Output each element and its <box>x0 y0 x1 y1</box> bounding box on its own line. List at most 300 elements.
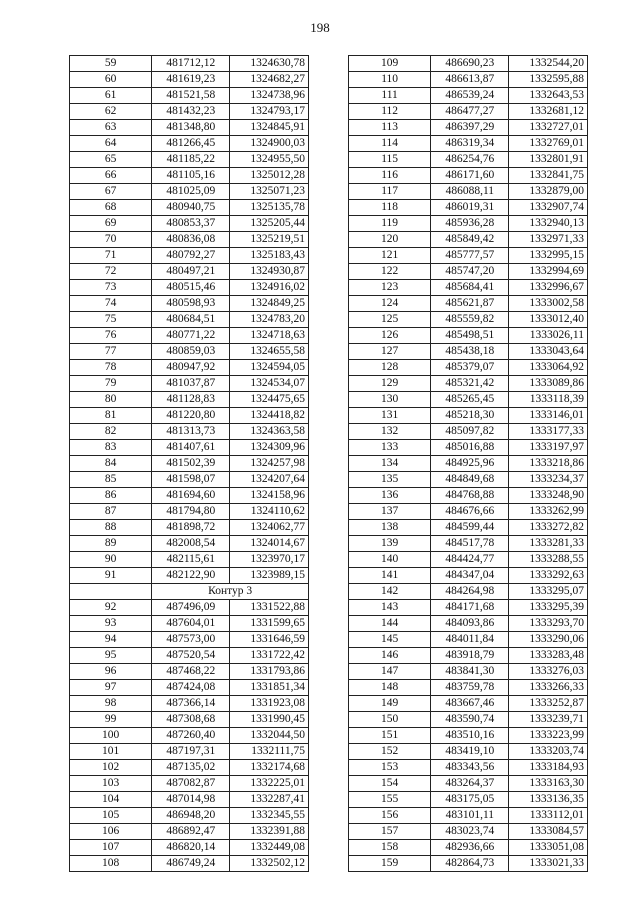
y-coordinate-cell: 1333234,37 <box>509 472 588 488</box>
table-row <box>70 472 309 488</box>
table-row <box>349 184 588 200</box>
table-row <box>349 552 588 568</box>
x-coordinate-cell: 480598,93 <box>152 296 230 312</box>
x-coordinate-cell: 486477,27 <box>431 104 509 120</box>
x-coordinate-cell: 487366,14 <box>152 696 230 712</box>
point-number-cell: 82 <box>70 424 152 440</box>
point-number-cell: 119 <box>349 216 431 232</box>
y-coordinate-cell: 1333177,33 <box>509 424 588 440</box>
point-number-cell: 111 <box>349 88 431 104</box>
table-row <box>349 536 588 552</box>
x-coordinate-cell: 486171,60 <box>431 168 509 184</box>
table-row <box>70 456 309 472</box>
table-row <box>70 104 309 120</box>
y-coordinate-cell: 1333203,74 <box>509 744 588 760</box>
point-number-cell: 73 <box>70 280 152 296</box>
table-row <box>349 376 588 392</box>
y-coordinate-cell: 1333262,99 <box>509 504 588 520</box>
table-row <box>70 792 309 808</box>
y-coordinate-cell: 1333118,39 <box>509 392 588 408</box>
y-coordinate-cell: 1332449,08 <box>230 840 309 856</box>
y-coordinate-cell: 1331722,42 <box>230 648 309 664</box>
y-coordinate-cell: 1332643,53 <box>509 88 588 104</box>
table-row <box>349 808 588 824</box>
table-row <box>349 440 588 456</box>
point-number-cell: 94 <box>70 632 152 648</box>
table-row <box>70 808 309 824</box>
point-number-cell: 153 <box>349 760 431 776</box>
y-coordinate-cell: 1332940,13 <box>509 216 588 232</box>
x-coordinate-cell: 484676,66 <box>431 504 509 520</box>
y-coordinate-cell: 1324475,65 <box>230 392 309 408</box>
y-coordinate-cell: 1332879,00 <box>509 184 588 200</box>
table-row <box>349 216 588 232</box>
table-row <box>349 632 588 648</box>
point-number-cell: 88 <box>70 520 152 536</box>
table-row <box>70 360 309 376</box>
y-coordinate-cell: 1333197,97 <box>509 440 588 456</box>
x-coordinate-cell: 485097,82 <box>431 424 509 440</box>
point-number-cell: 139 <box>349 536 431 552</box>
x-coordinate-cell: 487496,09 <box>152 600 230 616</box>
y-coordinate-cell: 1333293,70 <box>509 616 588 632</box>
y-coordinate-cell: 1333163,30 <box>509 776 588 792</box>
point-number-cell: 113 <box>349 120 431 136</box>
point-number-cell: 134 <box>349 456 431 472</box>
x-coordinate-cell: 480771,22 <box>152 328 230 344</box>
point-number-cell: 146 <box>349 648 431 664</box>
table-row <box>70 616 309 632</box>
x-coordinate-cell: 487260,40 <box>152 728 230 744</box>
y-coordinate-cell: 1333248,90 <box>509 488 588 504</box>
point-number-cell: 65 <box>70 152 152 168</box>
point-number-cell: 69 <box>70 216 152 232</box>
y-coordinate-cell: 1333084,57 <box>509 824 588 840</box>
x-coordinate-cell: 487424,08 <box>152 680 230 696</box>
x-coordinate-cell: 481502,39 <box>152 456 230 472</box>
table-row <box>70 776 309 792</box>
table-row <box>349 152 588 168</box>
point-number-cell: 118 <box>349 200 431 216</box>
table-row <box>349 664 588 680</box>
y-coordinate-cell: 1333288,55 <box>509 552 588 568</box>
point-number-cell: 137 <box>349 504 431 520</box>
x-coordinate-cell: 487573,00 <box>152 632 230 648</box>
point-number-cell: 107 <box>70 840 152 856</box>
point-number-cell: 124 <box>349 296 431 312</box>
table-row <box>70 648 309 664</box>
right-table-rows <box>349 56 588 872</box>
point-number-cell: 159 <box>349 856 431 872</box>
table-row <box>70 152 309 168</box>
table-row <box>70 600 309 616</box>
table-row <box>70 136 309 152</box>
table-row <box>70 664 309 680</box>
x-coordinate-cell: 481794,80 <box>152 504 230 520</box>
y-coordinate-cell: 1332994,69 <box>509 264 588 280</box>
y-coordinate-cell: 1333272,82 <box>509 520 588 536</box>
y-coordinate-cell: 1324845,91 <box>230 120 309 136</box>
x-coordinate-cell: 483101,11 <box>431 808 509 824</box>
point-number-cell: 90 <box>70 552 152 568</box>
page-number: 198 <box>310 20 330 35</box>
x-coordinate-cell: 487082,87 <box>152 776 230 792</box>
point-number-cell: 151 <box>349 728 431 744</box>
table-row <box>349 840 588 856</box>
table-row <box>70 728 309 744</box>
y-coordinate-cell: 1324655,58 <box>230 344 309 360</box>
y-coordinate-cell: 1333021,33 <box>509 856 588 872</box>
point-number-cell: 108 <box>70 856 152 872</box>
point-number-cell: 71 <box>70 248 152 264</box>
y-coordinate-cell: 1324363,58 <box>230 424 309 440</box>
y-coordinate-cell: 1332174,68 <box>230 760 309 776</box>
table-row <box>349 72 588 88</box>
point-number-cell: 147 <box>349 664 431 680</box>
x-coordinate-cell: 485936,28 <box>431 216 509 232</box>
table-row <box>70 424 309 440</box>
table-row <box>349 264 588 280</box>
x-coordinate-cell: 481025,09 <box>152 184 230 200</box>
point-number-cell: 60 <box>70 72 152 88</box>
y-coordinate-cell: 1333290,06 <box>509 632 588 648</box>
point-number-cell: 132 <box>349 424 431 440</box>
y-coordinate-cell: 1333295,07 <box>509 584 588 600</box>
x-coordinate-cell: 483419,10 <box>431 744 509 760</box>
table-row <box>349 456 588 472</box>
x-coordinate-cell: 487468,22 <box>152 664 230 680</box>
point-number-cell: 114 <box>349 136 431 152</box>
x-coordinate-cell: 486019,31 <box>431 200 509 216</box>
table-row <box>349 568 588 584</box>
y-coordinate-cell: 1324738,96 <box>230 88 309 104</box>
point-number-cell: 75 <box>70 312 152 328</box>
y-coordinate-cell: 1333218,86 <box>509 456 588 472</box>
point-number-cell: 87 <box>70 504 152 520</box>
point-number-cell: 98 <box>70 696 152 712</box>
x-coordinate-cell: 481598,07 <box>152 472 230 488</box>
section-empty-cell <box>70 584 152 600</box>
y-coordinate-cell: 1324158,96 <box>230 488 309 504</box>
point-number-cell: 103 <box>70 776 152 792</box>
table-row <box>349 504 588 520</box>
x-coordinate-cell: 485321,42 <box>431 376 509 392</box>
x-coordinate-cell: 486820,14 <box>152 840 230 856</box>
y-coordinate-cell: 1332996,67 <box>509 280 588 296</box>
y-coordinate-cell: 1332769,01 <box>509 136 588 152</box>
table-row <box>70 824 309 840</box>
y-coordinate-cell: 1324110,62 <box>230 504 309 520</box>
table-row <box>349 56 588 72</box>
y-coordinate-cell: 1331990,45 <box>230 712 309 728</box>
y-coordinate-cell: 1333292,63 <box>509 568 588 584</box>
x-coordinate-cell: 484925,96 <box>431 456 509 472</box>
y-coordinate-cell: 1324257,98 <box>230 456 309 472</box>
x-coordinate-cell: 481185,22 <box>152 152 230 168</box>
y-coordinate-cell: 1332801,91 <box>509 152 588 168</box>
y-coordinate-cell: 1333223,99 <box>509 728 588 744</box>
y-coordinate-cell: 1332727,01 <box>509 120 588 136</box>
table-row <box>349 168 588 184</box>
y-coordinate-cell: 1324930,87 <box>230 264 309 280</box>
x-coordinate-cell: 484849,68 <box>431 472 509 488</box>
point-number-cell: 140 <box>349 552 431 568</box>
table-row <box>70 88 309 104</box>
point-number-cell: 59 <box>70 56 152 72</box>
table-row <box>70 408 309 424</box>
y-coordinate-cell: 1324916,02 <box>230 280 309 296</box>
y-coordinate-cell: 1333276,03 <box>509 664 588 680</box>
point-number-cell: 102 <box>70 760 152 776</box>
point-number-cell: 80 <box>70 392 152 408</box>
point-number-cell: 79 <box>70 376 152 392</box>
point-number-cell: 150 <box>349 712 431 728</box>
y-coordinate-cell: 1333281,33 <box>509 536 588 552</box>
table-row <box>349 280 588 296</box>
y-coordinate-cell: 1333112,01 <box>509 808 588 824</box>
table-row <box>70 344 309 360</box>
point-number-cell: 109 <box>349 56 431 72</box>
table-row <box>349 312 588 328</box>
table-row <box>70 328 309 344</box>
x-coordinate-cell: 480853,37 <box>152 216 230 232</box>
point-number-cell: 105 <box>70 808 152 824</box>
point-number-cell: 95 <box>70 648 152 664</box>
point-number-cell: 61 <box>70 88 152 104</box>
x-coordinate-cell: 482008,54 <box>152 536 230 552</box>
x-coordinate-cell: 481521,58 <box>152 88 230 104</box>
point-number-cell: 127 <box>349 344 431 360</box>
y-coordinate-cell: 1324849,25 <box>230 296 309 312</box>
y-coordinate-cell: 1332681,12 <box>509 104 588 120</box>
x-coordinate-cell: 485218,30 <box>431 408 509 424</box>
point-number-cell: 136 <box>349 488 431 504</box>
point-number-cell: 99 <box>70 712 152 728</box>
x-coordinate-cell: 487604,01 <box>152 616 230 632</box>
point-number-cell: 68 <box>70 200 152 216</box>
x-coordinate-cell: 486892,47 <box>152 824 230 840</box>
point-number-cell: 141 <box>349 568 431 584</box>
table-row <box>349 776 588 792</box>
x-coordinate-cell: 483590,74 <box>431 712 509 728</box>
x-coordinate-cell: 480497,21 <box>152 264 230 280</box>
y-coordinate-cell: 1324014,67 <box>230 536 309 552</box>
table-row <box>349 728 588 744</box>
y-coordinate-cell: 1324062,77 <box>230 520 309 536</box>
x-coordinate-cell: 484093,86 <box>431 616 509 632</box>
point-number-cell: 148 <box>349 680 431 696</box>
y-coordinate-cell: 1333252,87 <box>509 696 588 712</box>
x-coordinate-cell: 487197,31 <box>152 744 230 760</box>
table-row <box>70 536 309 552</box>
table-row <box>70 376 309 392</box>
table-row <box>70 856 309 872</box>
table-row <box>349 360 588 376</box>
y-coordinate-cell: 1331522,88 <box>230 600 309 616</box>
x-coordinate-cell: 481220,80 <box>152 408 230 424</box>
x-coordinate-cell: 484599,44 <box>431 520 509 536</box>
point-number-cell: 84 <box>70 456 152 472</box>
y-coordinate-cell: 1325135,78 <box>230 200 309 216</box>
x-coordinate-cell: 486397,29 <box>431 120 509 136</box>
x-coordinate-cell: 485438,18 <box>431 344 509 360</box>
table-row <box>349 472 588 488</box>
x-coordinate-cell: 481105,16 <box>152 168 230 184</box>
y-coordinate-cell: 1331851,34 <box>230 680 309 696</box>
table-row <box>70 568 309 584</box>
point-number-cell: 129 <box>349 376 431 392</box>
x-coordinate-cell: 484424,77 <box>431 552 509 568</box>
x-coordinate-cell: 482936,66 <box>431 840 509 856</box>
point-number-cell: 104 <box>70 792 152 808</box>
table-row <box>70 760 309 776</box>
y-coordinate-cell: 1325205,44 <box>230 216 309 232</box>
point-number-cell: 152 <box>349 744 431 760</box>
x-coordinate-cell: 487520,54 <box>152 648 230 664</box>
y-coordinate-cell: 1332995,15 <box>509 248 588 264</box>
point-number-cell: 92 <box>70 600 152 616</box>
x-coordinate-cell: 485559,82 <box>431 312 509 328</box>
x-coordinate-cell: 485498,51 <box>431 328 509 344</box>
x-coordinate-cell: 487308,68 <box>152 712 230 728</box>
point-number-cell: 128 <box>349 360 431 376</box>
x-coordinate-cell: 481898,72 <box>152 520 230 536</box>
x-coordinate-cell: 480515,46 <box>152 280 230 296</box>
y-coordinate-cell: 1333295,39 <box>509 600 588 616</box>
y-coordinate-cell: 1325012,28 <box>230 168 309 184</box>
point-number-cell: 97 <box>70 680 152 696</box>
x-coordinate-cell: 486749,24 <box>152 856 230 872</box>
y-coordinate-cell: 1333002,58 <box>509 296 588 312</box>
y-coordinate-cell: 1332502,12 <box>230 856 309 872</box>
table-row <box>70 312 309 328</box>
table-row <box>349 792 588 808</box>
y-coordinate-cell: 1333239,71 <box>509 712 588 728</box>
table-row <box>70 840 309 856</box>
table-row <box>70 712 309 728</box>
x-coordinate-cell: 480940,75 <box>152 200 230 216</box>
x-coordinate-cell: 480792,27 <box>152 248 230 264</box>
x-coordinate-cell: 481037,87 <box>152 376 230 392</box>
y-coordinate-cell: 1333089,86 <box>509 376 588 392</box>
table-row <box>349 712 588 728</box>
y-coordinate-cell: 1332971,33 <box>509 232 588 248</box>
table-row <box>70 632 309 648</box>
x-coordinate-cell: 484768,88 <box>431 488 509 504</box>
table-row <box>70 680 309 696</box>
y-coordinate-cell: 1332225,01 <box>230 776 309 792</box>
point-number-cell: 67 <box>70 184 152 200</box>
y-coordinate-cell: 1324309,96 <box>230 440 309 456</box>
table-row <box>70 168 309 184</box>
point-number-cell: 112 <box>349 104 431 120</box>
table-row <box>349 616 588 632</box>
y-coordinate-cell: 1331646,59 <box>230 632 309 648</box>
x-coordinate-cell: 481128,83 <box>152 392 230 408</box>
table-row <box>349 232 588 248</box>
point-number-cell: 72 <box>70 264 152 280</box>
x-coordinate-cell: 484517,78 <box>431 536 509 552</box>
table-row <box>70 392 309 408</box>
y-coordinate-cell: 1331923,08 <box>230 696 309 712</box>
table-row <box>70 264 309 280</box>
x-coordinate-cell: 486254,76 <box>431 152 509 168</box>
point-number-cell: 131 <box>349 408 431 424</box>
x-coordinate-cell: 483759,78 <box>431 680 509 696</box>
section-label: Контур 3 <box>152 584 309 600</box>
x-coordinate-cell: 485379,07 <box>431 360 509 376</box>
point-number-cell: 156 <box>349 808 431 824</box>
x-coordinate-cell: 481348,80 <box>152 120 230 136</box>
point-number-cell: 63 <box>70 120 152 136</box>
x-coordinate-cell: 486088,11 <box>431 184 509 200</box>
x-coordinate-cell: 483264,37 <box>431 776 509 792</box>
y-coordinate-cell: 1333136,35 <box>509 792 588 808</box>
point-number-cell: 86 <box>70 488 152 504</box>
x-coordinate-cell: 485016,88 <box>431 440 509 456</box>
x-coordinate-cell: 484011,84 <box>431 632 509 648</box>
y-coordinate-cell: 1333043,64 <box>509 344 588 360</box>
table-row <box>349 520 588 536</box>
table-row <box>349 600 588 616</box>
table-row <box>349 120 588 136</box>
x-coordinate-cell: 480836,08 <box>152 232 230 248</box>
y-coordinate-cell: 1324955,50 <box>230 152 309 168</box>
x-coordinate-cell: 480859,03 <box>152 344 230 360</box>
table-row <box>70 696 309 712</box>
table-row <box>349 424 588 440</box>
x-coordinate-cell: 483667,46 <box>431 696 509 712</box>
point-number-cell: 117 <box>349 184 431 200</box>
table-row <box>70 216 309 232</box>
y-coordinate-cell: 1333012,40 <box>509 312 588 328</box>
table-row <box>349 328 588 344</box>
table-row <box>349 744 588 760</box>
left-table-rows-contour-3 <box>70 600 309 872</box>
coordinates-table-right <box>348 55 588 872</box>
point-number-cell: 126 <box>349 328 431 344</box>
table-row <box>70 280 309 296</box>
x-coordinate-cell: 481432,23 <box>152 104 230 120</box>
x-coordinate-cell: 485265,45 <box>431 392 509 408</box>
x-coordinate-cell: 485684,41 <box>431 280 509 296</box>
y-coordinate-cell: 1333146,01 <box>509 408 588 424</box>
y-coordinate-cell: 1324783,20 <box>230 312 309 328</box>
table-row <box>349 488 588 504</box>
table-row <box>70 504 309 520</box>
y-coordinate-cell: 1323970,17 <box>230 552 309 568</box>
table-row <box>349 136 588 152</box>
point-number-cell: 123 <box>349 280 431 296</box>
left-table-rows-contour-2 <box>70 56 309 584</box>
point-number-cell: 85 <box>70 472 152 488</box>
contour-section-header <box>70 584 309 600</box>
x-coordinate-cell: 483918,79 <box>431 648 509 664</box>
x-coordinate-cell: 483175,05 <box>431 792 509 808</box>
x-coordinate-cell: 481266,45 <box>152 136 230 152</box>
table-row <box>349 824 588 840</box>
point-number-cell: 101 <box>70 744 152 760</box>
coordinates-table-left <box>69 55 309 872</box>
point-number-cell: 143 <box>349 600 431 616</box>
y-coordinate-cell: 1332044,50 <box>230 728 309 744</box>
table-row <box>70 232 309 248</box>
point-number-cell: 89 <box>70 536 152 552</box>
y-coordinate-cell: 1331599,65 <box>230 616 309 632</box>
point-number-cell: 110 <box>349 72 431 88</box>
y-coordinate-cell: 1332907,74 <box>509 200 588 216</box>
y-coordinate-cell: 1333184,93 <box>509 760 588 776</box>
